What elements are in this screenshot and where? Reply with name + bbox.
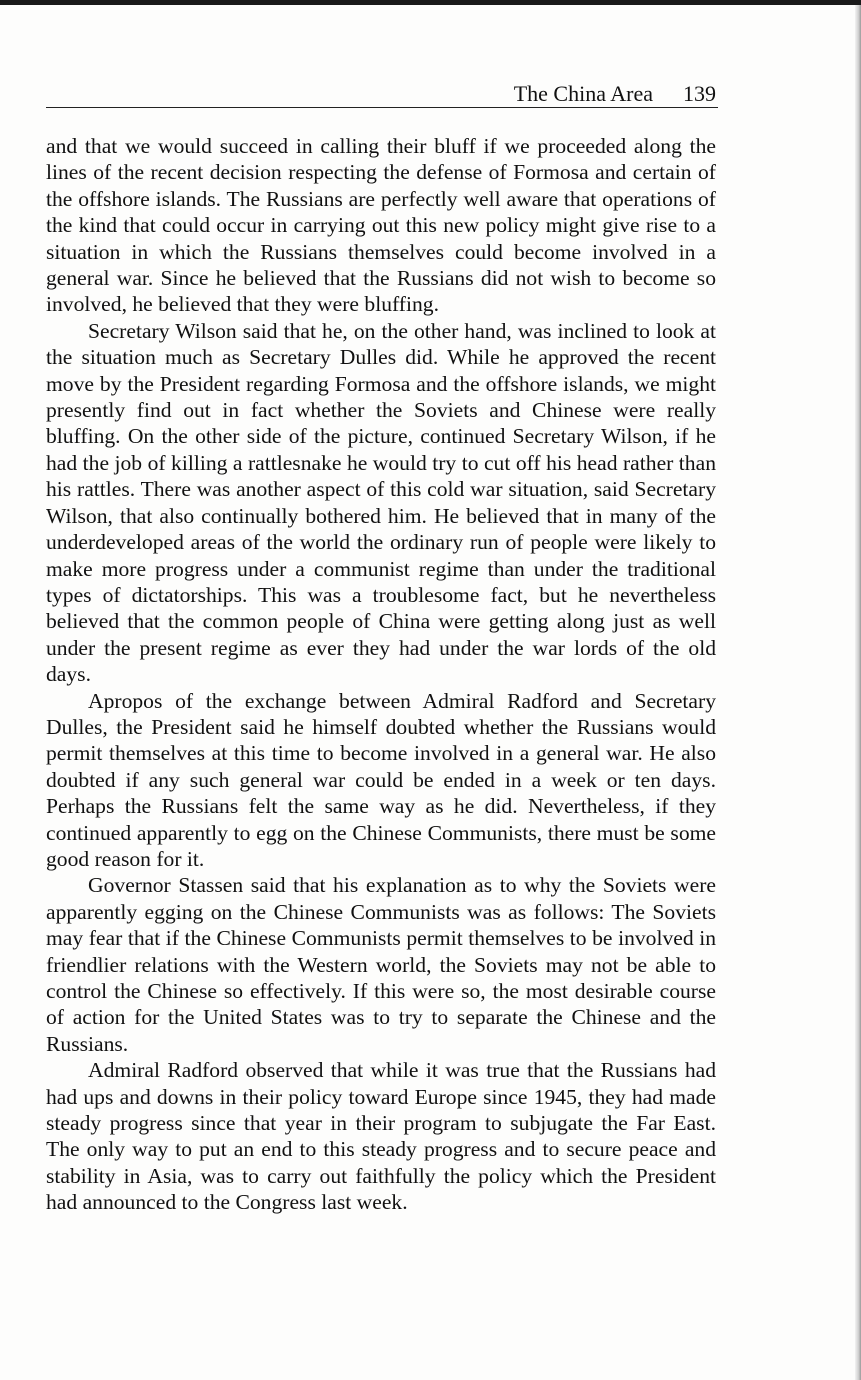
running-header <box>46 80 718 108</box>
page-top-edge <box>0 0 861 5</box>
page-binding-edge <box>855 5 861 1380</box>
body-text <box>46 133 716 1216</box>
section-title: The China Area <box>513 81 653 106</box>
paragraph-5: Admiral Radford observed that while it was true that the Russians had had ups and downs in their policy toward Europe since 1945, they had made steady progress since that year in their program to subjugate the Far East. The only way to put an end to this steady progress and to secure peace and stability in Asia, was to carry out faithfully the policy which the President had announced to the Congress last week. <box>46 1058 716 1215</box>
paragraph-3: Apropos of the exchange between Admiral Radford and Secretary Dulles, the President said he himself doubted whether the Russians would permit themselves at this time to become involved in a general war. He also doubted if any such general war could be ended in a week or ten days. Perhaps the Russians felt the same way as he did. Nevertheless, if they continued apparently to egg on the Chinese Communists, there must be some good reason for it. <box>46 688 716 871</box>
page-number: 139 <box>683 81 716 106</box>
header-right <box>514 81 716 107</box>
paragraph-1: and that we would succeed in calling their bluff if we proceeded along the lines of the recent decision respecting the defense of Formosa and certain of the offshore islands. The Russians are perfectly well aware that operations of the kind that could occur in carrying out this new policy might give rise to a situation in which the Russians themselves could become involved in a general war. Since he believed that the Russians did not wish to become so involved, he believed that they were bluffing. <box>46 134 716 317</box>
paragraph-2: Secretary Wilson said that he, on the other hand, was inclined to look at the situation much as Secretary Dulles did. While he approved the recent move by the President regarding Formosa and the offshore islands, we might presently find out in fact whether the Soviets and Chinese were really bluffing. On the other side of the picture, continued Secretary Wilson, if he had the job of killing a rattlesnake he would try to cut off his head rather than his rattles. There was another aspect of this cold war situation, said Secretary Wilson, that also continually bothered him. He believed that in many of the underdeveloped areas of the world the ordinary run of people were likely to make more progress under a communist regime than under the traditional types of dictatorships. This was a troublesome fact, but he nevertheless believed that the common people of China were getting along just as well under the present regime as ever they had under the war lords of the old days. <box>46 318 716 687</box>
paragraph-4: Governor Stassen said that his explanation as to why the Soviets were apparently egging on the Chinese Communists was as follows: The Soviets may fear that if the Chinese Communists permit themselves to be involved in friendlier relations with the Western world, the Soviets may not be able to control the Chinese so effectively. If this were so, the most desirable course of action for the United States was to try to separate the Chinese and the Russians. <box>46 873 716 1056</box>
